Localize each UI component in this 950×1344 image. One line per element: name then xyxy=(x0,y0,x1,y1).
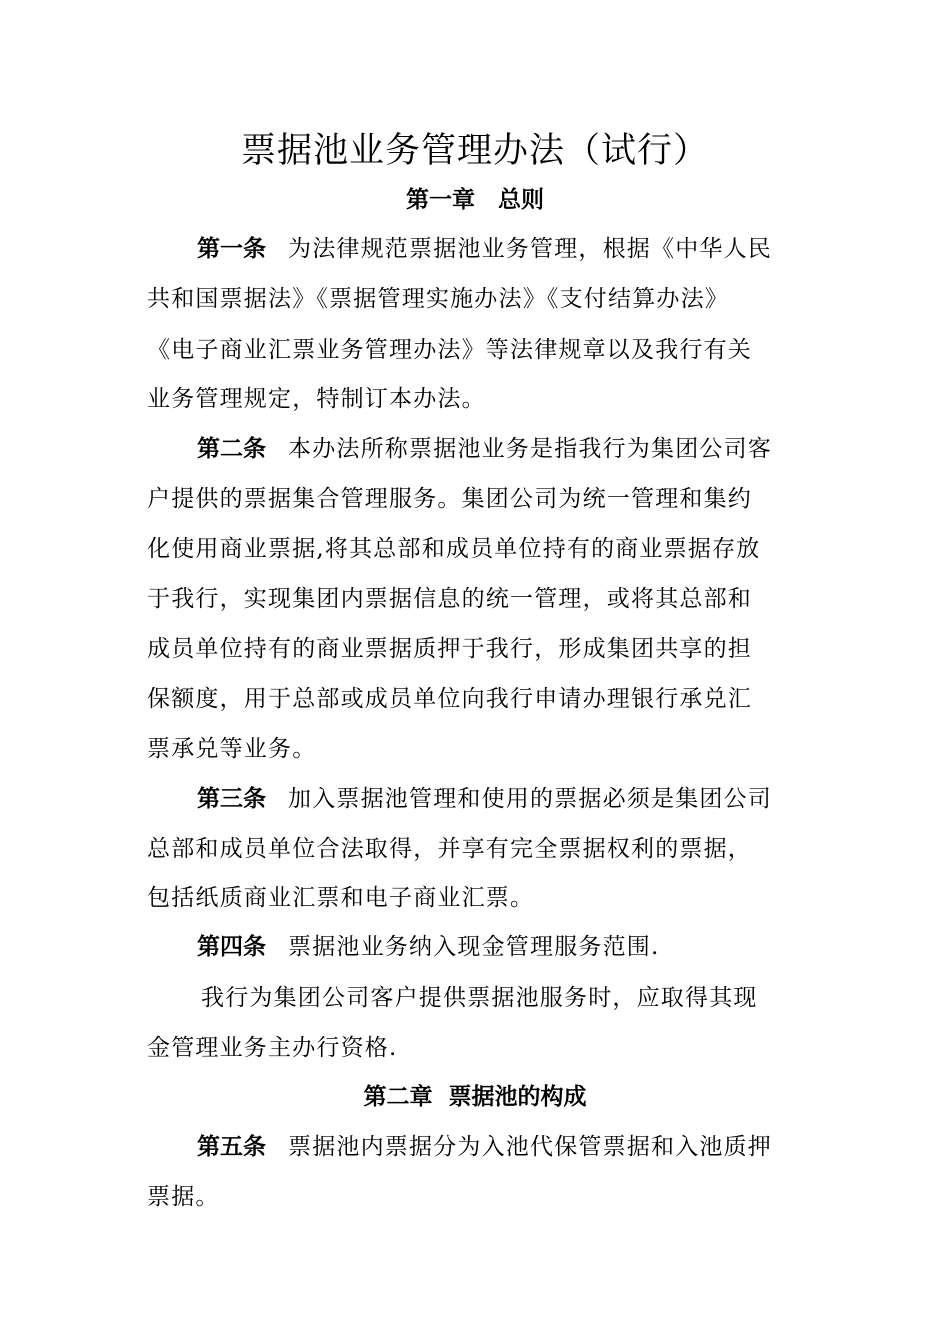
document-title: 票据池业务管理办法（试行） xyxy=(240,131,709,171)
chapter-heading-1: 第一章 总则 xyxy=(406,186,544,213)
article-3-line-1 xyxy=(197,784,807,814)
article-1-label: 第一条 xyxy=(197,235,266,262)
article-2-line-6: 保额度，用于总部或成员单位向我行申请办理银行承兑汇 xyxy=(147,686,752,712)
article-3-line-2: 总部和成员单位合法取得，并享有完全票据权利的票据， xyxy=(147,836,752,862)
article-4-text: 票据池业务纳入现金管理服务范围. xyxy=(288,934,660,960)
article-2-label: 第二条 xyxy=(197,435,266,462)
article-1-line-1 xyxy=(197,234,807,264)
article-2-line-5: 成员单位持有的商业票据质押于我行，形成集团共享的担 xyxy=(147,636,752,662)
article-3-label: 第三条 xyxy=(197,785,266,812)
article-2-line-3: 化使用商业票据,将其总部和成员单位持有的商业票据存放 xyxy=(147,536,761,562)
article-1-line-4: 业务管理规定，特制订本办法。 xyxy=(147,386,486,412)
article-2-line-1 xyxy=(197,434,807,464)
chapter-heading-2: 第二章 票据池的构成 xyxy=(363,1083,587,1110)
article-3-text: 加入票据池管理和使用的票据必须是集团公司 xyxy=(288,786,772,812)
article-4-line-1 xyxy=(197,932,807,962)
article-5-line-1 xyxy=(197,1132,807,1162)
article-2-line-7: 票承兑等业务。 xyxy=(147,736,317,762)
article-1-line-2: 共和国票据法》《票据管理实施办法》《支付结算办法》 xyxy=(147,286,729,312)
article-1-line-3: 《电子商业汇票业务管理办法》等法律规章以及我行有关 xyxy=(147,337,752,363)
article-5-label: 第五条 xyxy=(197,1133,266,1160)
article-1-text: 为法律规范票据池业务管理，根据《中华人民 xyxy=(288,236,772,262)
article-2-text: 本办法所称票据池业务是指我行为集团公司客 xyxy=(288,436,772,462)
article-4-label: 第四条 xyxy=(197,933,266,960)
article-3-line-3: 包括纸质商业汇票和电子商业汇票。 xyxy=(147,885,535,911)
article-4-line-3: 金管理业务主办行资格. xyxy=(147,1035,398,1061)
article-5-text: 票据池内票据分为入池代保管票据和入池质押 xyxy=(288,1134,772,1160)
article-5-line-2: 票据。 xyxy=(147,1184,220,1210)
article-2-line-2: 户提供的票据集合管理服务。集团公司为统一管理和集约 xyxy=(147,486,752,512)
article-2-line-4: 于我行，实现集团内票据信息的统一管理，或将其总部和 xyxy=(147,586,752,612)
article-4-line-2: 我行为集团公司客户提供票据池服务时，应取得其现 xyxy=(201,985,758,1011)
